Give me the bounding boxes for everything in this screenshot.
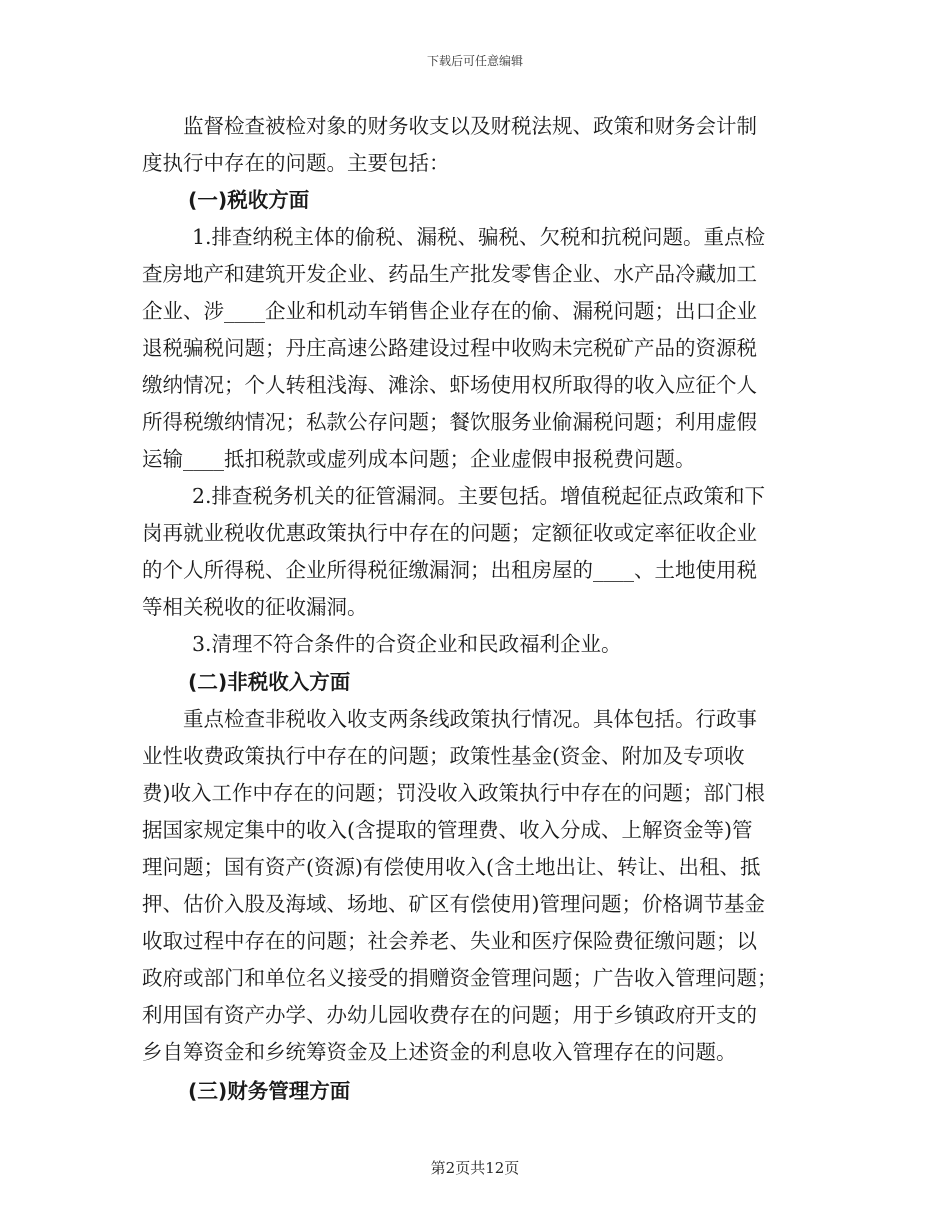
paragraph-line: 缴纳情况；个人转租浅海、滩涂、虾场使用权所取得的收入应征个人 xyxy=(142,373,757,397)
paragraph-line: 退税骗税问题；丹庄高速公路建设过程中收购未完税矿产品的资源税 xyxy=(142,336,757,360)
paragraph-line: 理问题；国有资产(资源)有偿使用收入(含土地出让、转让、出租、抵 xyxy=(142,855,761,879)
paragraph-line: 运输____抵扣税款或虚列成本问题；企业虚假申报税费问题。 xyxy=(142,447,696,471)
paragraph-line: 政府或部门和单位名义接受的捐赠资金管理问题；广告收入管理问题； xyxy=(142,966,778,990)
paragraph-line: 查房地产和建筑开发企业、药品生产批发零售企业、水产品冷藏加工 xyxy=(142,262,757,286)
paragraph-line: 监督检查被检对象的财务收支以及财税法规、政策和财务会计制 xyxy=(183,114,757,138)
paragraph-line: 3.清理不符合条件的合资企业和民政福利企业。 xyxy=(192,632,622,656)
paragraph-line: 度执行中存在的问题。主要包括： xyxy=(142,151,450,175)
paragraph-line: 乡自筹资金和乡统筹资金及上述资金的利息收入管理存在的问题。 xyxy=(142,1040,737,1064)
paragraph-line: 押、估价入股及海域、场地、矿区有偿使用)管理问题；价格调节基金 xyxy=(142,892,765,916)
paragraph-line: 收取过程中存在的问题；社会养老、失业和医疗保险费征缴问题；以 xyxy=(142,929,757,953)
page-footer: 第2页共12页 xyxy=(430,1159,520,1177)
paragraph-line: 等相关税收的征收漏洞。 xyxy=(142,595,368,619)
paragraph-line: 重点检查非税收入收支两条线政策执行情况。具体包括。行政事 xyxy=(183,707,757,731)
paragraph-line: 的个人所得税、企业所得税征缴漏洞；出租房屋的____、土地使用税 xyxy=(142,558,757,582)
paragraph-line: 所得税缴纳情况；私款公存问题；餐饮服务业偷漏税问题；利用虚假 xyxy=(142,410,757,434)
section-heading-tax: (一)税收方面 xyxy=(188,188,310,212)
paragraph-line: 利用国有资产办学、办幼儿园收费存在的问题；用于乡镇政府开支的 xyxy=(142,1003,757,1027)
paragraph-line: 1.排查纳税主体的偷税、漏税、骗税、欠税和抗税问题。重点检 xyxy=(192,225,766,249)
page-header: 下载后可任意编辑 xyxy=(426,54,523,68)
paragraph-line: 业性收费政策执行中存在的问题；政策性基金(资金、附加及专项收 xyxy=(142,744,745,768)
section-heading-finance: (三)财务管理方面 xyxy=(188,1079,351,1103)
paragraph-line: 岗再就业税收优惠政策执行中存在的问题；定额征收或定率征收企业 xyxy=(142,521,757,545)
paragraph-line: 2.排查税务机关的征管漏洞。主要包括。增值税起征点政策和下 xyxy=(192,484,766,508)
paragraph-line: 企业、涉____企业和机动车销售企业存在的偷、漏税问题；出口企业 xyxy=(142,299,757,323)
section-heading-nontax: (二)非税收入方面 xyxy=(188,670,351,694)
paragraph-line: 据国家规定集中的收入(含提取的管理费、收入分成、上解资金等)管 xyxy=(142,818,753,842)
paragraph-line: 费)收入工作中存在的问题；罚没收入政策执行中存在的问题；部门根 xyxy=(142,781,765,805)
